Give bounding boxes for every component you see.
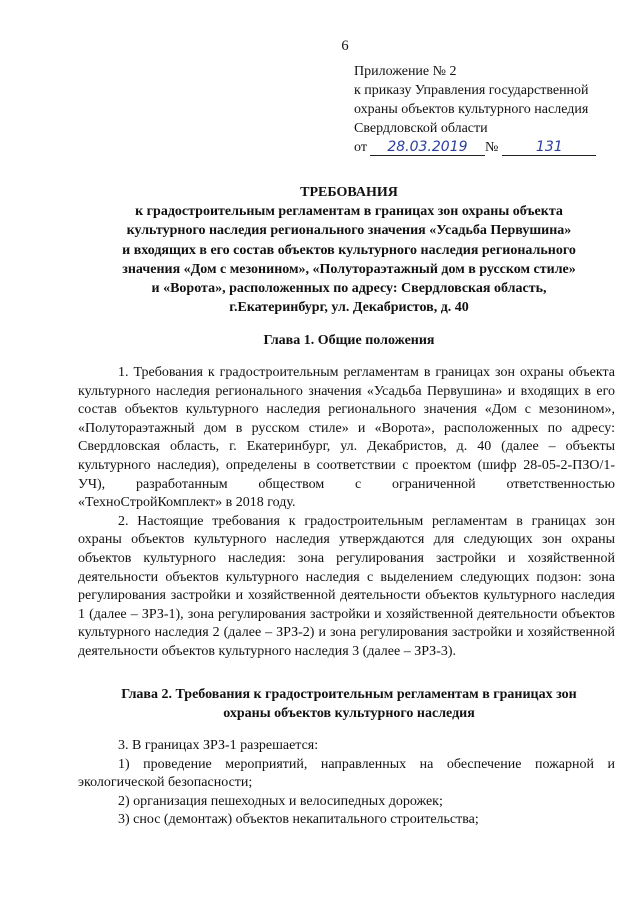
title-line: г.Екатеринбург, ул. Декабристов, д. 40 bbox=[229, 300, 469, 316]
paragraph-1: 1. Требования к градостроительным регламентам в границах зон охраны объекта культурного наследия регионального значения «Усадьба Первушина» и входящих в его состав объектов культурного наследия регионального значения «Дом с мезонином», «Полутораэтажный дом в русском стиле» и «Ворота», расположенных по адресу: Свердловская область, г. Екатеринбург, ул. Декабристов, д. 40 (далее – объекты культурного наследия), определены в соответствии с проектом (шифр 28-05-2-ПЗО/1-УЧ), разработанным обществом с ограниченной ответственностью «ТехноСтройКомплект» в 2018 году. bbox=[78, 365, 615, 511]
document-title bbox=[78, 183, 620, 317]
title-line: и «Ворота», расположенных по адресу: Свердловская область, bbox=[151, 281, 547, 297]
appendix-block bbox=[354, 62, 640, 157]
list-item: 1) проведение мероприятий, направленных на обеспечение пожарной и экологической безопасности; bbox=[78, 756, 615, 791]
appendix-date-line bbox=[354, 138, 640, 157]
title-line: к градостроительным регламентам в границах зон охраны объекта bbox=[135, 204, 563, 220]
title-line: культурного наследия регионального значения «Усадьба Первушина» bbox=[126, 223, 572, 239]
paragraph-2: 2. Настоящие требования к градостроительным регламентам в границах зон охраны объектов культурного наследия утверждаются для следующих зон охраны объектов культурного наследия: зона регулирования застройки и хозяйственной деятельности объектов культурного наследия с выделением следующих подзон: зона регулирования застройки и хозяйственной деятельности объектов культурного наследия 1 (далее – ЗРЗ-1), зона регулирования застройки и хозяйственной деятельности объектов культурного наследия 2 (далее – ЗРЗ-2) и зона регулирования застройки и хозяйственной деятельности объектов культурного наследия 3 (далее – ЗРЗ-3). bbox=[78, 513, 615, 659]
chapter1-heading: Глава 1. Общие положения bbox=[263, 333, 435, 348]
appendix-line: охраны объектов культурного наследия bbox=[354, 102, 589, 117]
chapter2-heading-line: охраны объектов культурного наследия bbox=[223, 706, 475, 722]
title-line: ТРЕБОВАНИЯ bbox=[300, 185, 398, 200]
date-prefix: от bbox=[354, 140, 367, 155]
chapter2-heading-line: Глава 2. Требования к градостроительным регламентам в границах зон bbox=[121, 687, 577, 702]
appendix-line: Приложение № 2 bbox=[354, 64, 457, 79]
handwritten-number: 131 bbox=[502, 139, 596, 156]
page-number: 6 bbox=[341, 38, 349, 54]
paragraph-3: 3. В границах ЗРЗ-1 разрешается: bbox=[118, 738, 319, 753]
chapter2-body bbox=[78, 737, 615, 830]
title-line: значения «Дом с мезонином», «Полутораэтажный дом в русском стиле» bbox=[122, 261, 576, 277]
number-prefix: № bbox=[484, 140, 499, 155]
chapter1-body bbox=[78, 364, 615, 662]
list-item: 3) снос (демонтаж) объектов некапитального строительства; bbox=[118, 812, 479, 828]
appendix-line: Свердловской области bbox=[354, 121, 488, 136]
handwritten-date: 28.03.2019 bbox=[370, 139, 485, 156]
list-item: 2) организация пешеходных и велосипедных дорожек; bbox=[118, 793, 443, 809]
chapter2-heading bbox=[78, 685, 620, 723]
title-line: и входящих в его состав объектов культурного наследия регионального bbox=[122, 242, 576, 258]
appendix-line: к приказу Управления государственной bbox=[354, 83, 589, 98]
